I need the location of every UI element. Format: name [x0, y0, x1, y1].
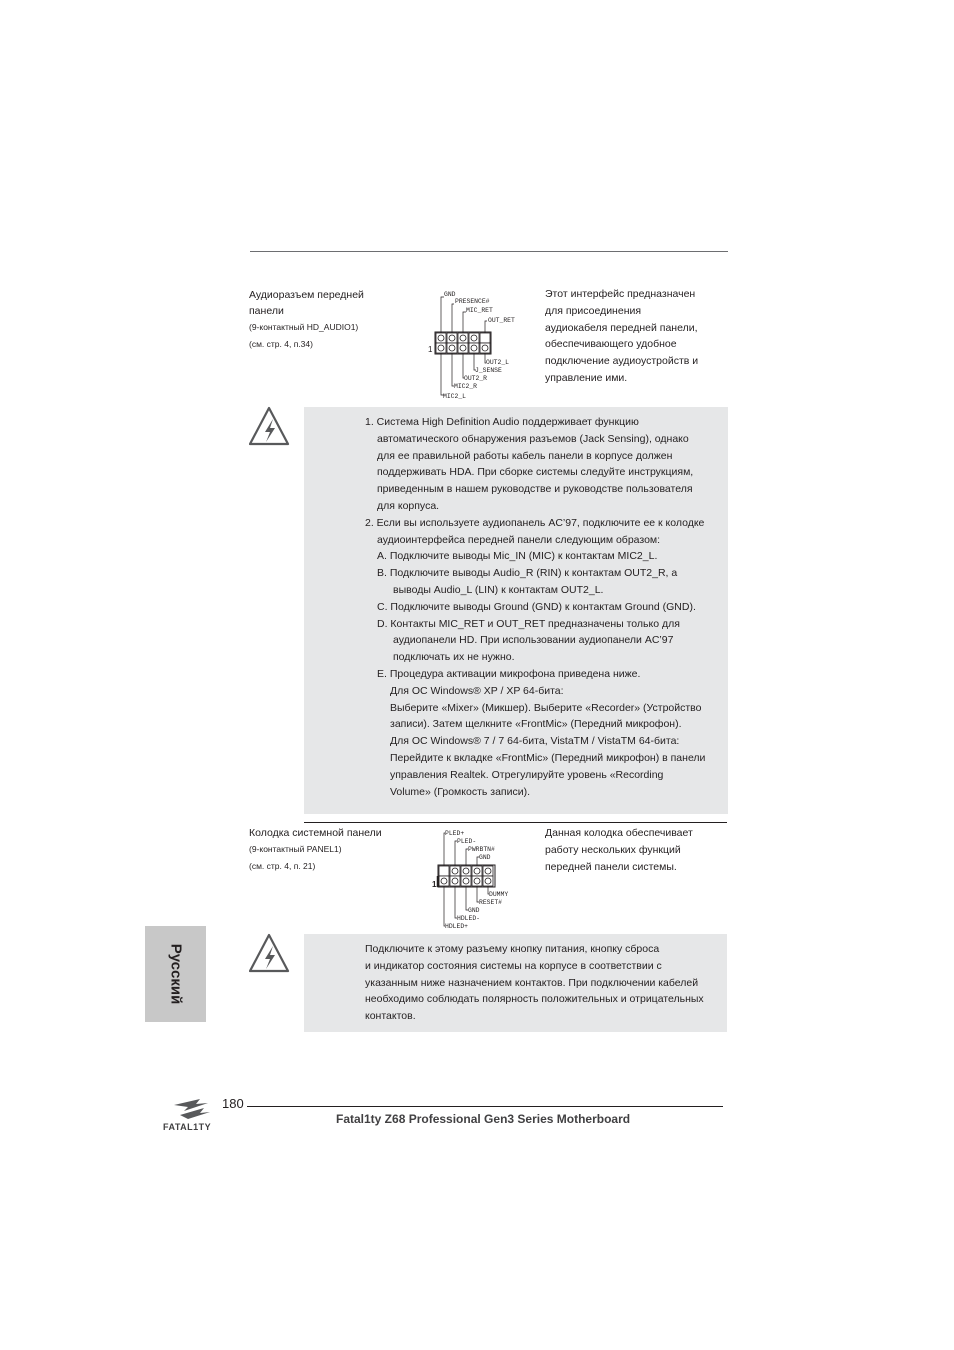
note-audio-text: [365, 414, 729, 800]
panel-pin-pwrbtn: PWRBTN#: [468, 846, 495, 853]
note-line: указанным ниже назначением контактов. При подключении кабелей: [365, 976, 699, 989]
panel-header-label: [249, 825, 424, 875]
note-line: для корпуса.: [377, 499, 440, 512]
note-line: Volume» (Громкость записи).: [390, 785, 531, 798]
audio-pin-presence: PRESENCE#: [455, 298, 490, 305]
note-line: и индикатор состояния системы на корпусе в соответствии с: [365, 959, 662, 972]
panel-pin-reset: RESET#: [479, 899, 503, 906]
top-divider: [250, 251, 728, 252]
audio-pin-out-ret: OUT_RET: [488, 317, 515, 324]
audio-pin-one-marker: 1: [428, 345, 433, 354]
panel-title: Колодка системной панели: [249, 827, 382, 839]
note-line: автоматического обнаружения разъемов (Jack Sensing), однако: [377, 432, 689, 445]
audio-page-ref: (см. стр. 4, п.34): [249, 339, 313, 349]
panel-pin-one-marker: 1: [432, 880, 437, 889]
panel-bottom-pins: [439, 876, 493, 886]
note-line: Для ОС Windows® XP / XP 64-бита:: [390, 684, 564, 697]
audio-desc-line: обеспечивающего удобное: [545, 338, 677, 351]
audio-pin-j-sense: J_SENSE: [475, 367, 502, 374]
note-line: контактов.: [365, 1010, 416, 1023]
note-line: B. Подключите выводы Audio_R (RIN) к контактам OUT2_R, а: [377, 567, 678, 580]
note-line: Перейдите к вкладке «FrontMic» (Передний микрофон) в панели: [390, 751, 706, 764]
panel-top-pins: [439, 866, 493, 876]
panel-pin-diagram: [432, 826, 532, 932]
warning-icon: [249, 932, 291, 974]
panel-pin-hdled-plus: HDLED+: [445, 923, 469, 930]
note-line: A. Подключите выводы Mic_IN (MIC) к контактам MIC2_L.: [377, 550, 658, 563]
panel-model: (9-контактный PANEL1): [249, 844, 342, 854]
audio-desc-line: управление ими.: [545, 371, 628, 384]
panel-pin-pled-plus: PLED+: [445, 830, 465, 837]
note-line: приведенным в нашем руководстве и руководстве пользователя: [377, 483, 693, 496]
audio-pin-mic-ret: MIC_RET: [466, 307, 493, 314]
note-line: записи). Затем щелкните «FrontMic» (Передний микрофон).: [390, 718, 682, 731]
language-label: Русский: [167, 943, 184, 1005]
note-line: подключать их не нужно.: [393, 651, 515, 664]
audio-title-line2: панели: [249, 305, 284, 317]
fatal1ty-logo-mark: [170, 1095, 212, 1121]
panel-pin-gnd-top: GND: [479, 854, 491, 861]
note-line: Выберите «Mixer» (Микшер). Выберите «Recorder» (Устройство: [390, 701, 702, 714]
audio-description: [545, 286, 730, 387]
note-line: Для ОС Windows® 7 / 7 64-бита, VistaTM / VistaTM 64-бита:: [390, 735, 680, 748]
note-line: 1. Система High Definition Audio поддерживает функцию: [365, 416, 639, 428]
warning-icon: [249, 405, 291, 447]
footer-title: Fatal1ty Z68 Professional Gen3 Series Motherboard: [336, 1112, 631, 1126]
audio-pin-out2-r: OUT2_R: [464, 375, 488, 382]
note-line: для ее правильной работы кабель панели в корпусе должен: [377, 449, 673, 462]
panel-page-ref: (см. стр. 4, п. 21): [249, 861, 316, 871]
audio-desc-line: аудиокабеля передней панели,: [545, 321, 698, 334]
fatal1ty-logo-text: FATAL1TY: [163, 1122, 212, 1132]
note-line: 2. Если вы используете аудиопанель AC’97, подключите ее к колодке: [365, 516, 705, 529]
panel-description: [545, 825, 730, 875]
section-divider: [304, 822, 727, 823]
audio-pin-mic2-l: MIC2_L: [443, 393, 467, 400]
audio-top-pins: [436, 333, 490, 343]
footer-divider: [247, 1106, 723, 1107]
language-side-tab: [145, 926, 206, 1022]
panel-pin-pled-minus: PLED-: [457, 838, 477, 845]
note-line: C. Подключите выводы Ground (GND) к контактам Ground (GND).: [377, 600, 696, 613]
note-line: аудиоинтерфейса передней панели следующим образом:: [377, 533, 661, 546]
note-line: поддерживать HDA. При сборке системы следуйте инструкциям,: [377, 466, 694, 479]
audio-desc-line: Этот интерфейс предназначен: [545, 288, 696, 300]
panel-desc-line: работу нескольких функций: [545, 843, 681, 856]
audio-header-label: [249, 287, 419, 353]
audio-pin-mic2-r: MIC2_R: [454, 383, 478, 390]
note-line: управления Realtek. Отрегулируйте уровень «Recording: [390, 768, 664, 781]
audio-bottom-pins: [436, 343, 490, 353]
audio-pin-out2-l: OUT2_L: [486, 359, 510, 366]
audio-desc-line: для присоединения: [545, 304, 642, 317]
audio-desc-line: подключение аудиоустройств и: [545, 355, 699, 368]
note-line: D. Контакты MIC_RET и OUT_RET предназначены только для: [377, 617, 680, 630]
note-line: необходимо соблюдать полярность положительных и отрицательных: [365, 993, 704, 1006]
audio-pin-diagram: [426, 288, 526, 403]
audio-model: (9-контактный HD_AUDIO1): [249, 322, 359, 332]
audio-title-line1: Аудиоразъем передней: [249, 289, 364, 301]
panel-desc-line: передней панели системы.: [545, 860, 677, 873]
note-panel-text: [365, 941, 727, 1025]
note-line: Подключите к этому разъему кнопку питания, кнопку сброса: [365, 943, 660, 955]
page-number: 180: [222, 1096, 244, 1111]
note-line: аудиопанели HD. При использовании аудиопанели AC’97: [393, 634, 674, 647]
panel-desc-line: Данная колодка обеспечивает: [545, 827, 693, 839]
panel-pin-hdled-minus: HDLED-: [457, 915, 481, 922]
panel-pin-gnd-bottom: GND: [468, 907, 480, 914]
note-line: выводы Audio_L (LIN) к контактам OUT2_L.: [393, 583, 604, 596]
audio-pin-gnd: GND: [444, 291, 456, 298]
panel-pin-dummy: DUMMY: [489, 891, 509, 898]
note-line: E. Процедура активации микрофона приведена ниже.: [377, 667, 641, 680]
